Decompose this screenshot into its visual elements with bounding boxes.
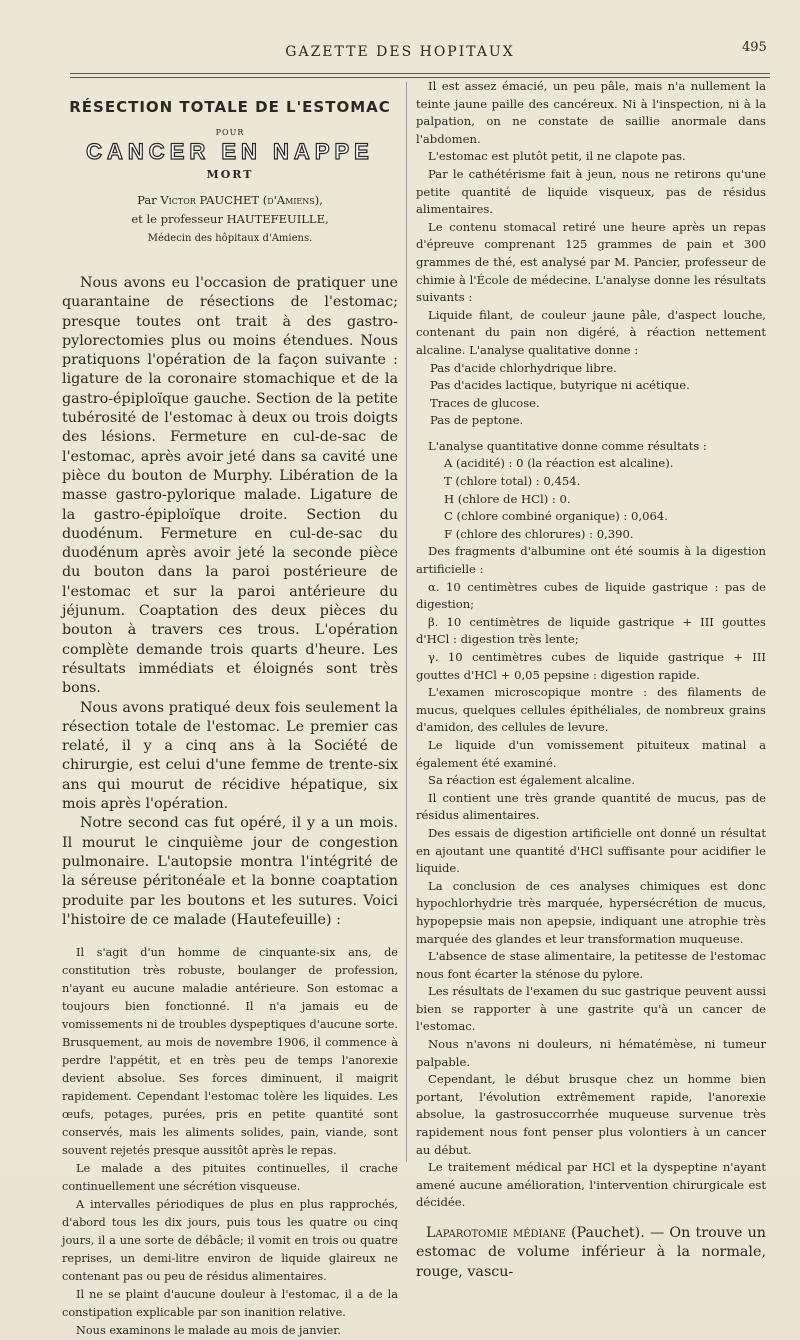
article-title-mort: MORT xyxy=(206,168,254,181)
article-title-cancer: CANCER EN NAPPE xyxy=(86,139,374,164)
lead-paragraph: Notre second cas fut opéré, il y a un mois. Il mourut le cinquième jour de congestion pulmonaire. L'autopsie montra l'intégrité de la séreuse péritonéale et la bonne coaptation produite par les boutons et les sutures. Voici l'histoire de ce malade (Hautefeuille) : xyxy=(62,815,398,928)
qualitative-item: Pas d'acide chlorhydrique libre. xyxy=(430,360,617,375)
lead-paragraph: Nous avons eu l'occasion de pratiquer une quarantaine de résections de l'estomac; presque toutes ont trait à des gastro-pylorectomies plus ou moins étendues. Nous pratiquons l'opération de la façon suivante : ligature de la coronaire stomachique et de la gastro-épiploïque gauche. Section de la petite tubérosité de l'estomac à deux ou trois doigts des lésions. Fermeture en cul-de-sac de l'estomac, après avoir jeté dans sa cavité une pièce du bouton de Murphy. Libération de la masse gastro-pylorique malade. Ligature de la gastro-épiploïque droite. Section du duodénum. Fermeture en cul-de-sac du duodénum après avoir jeté la seconde pièce du bouton dans la paroi postérieure de l'estomac et sur la paroi antérieure du jéjunum. Coaptation des deux pièces du bouton à travers ces trous. L'opération complète demande trois quarts d'heure. Les résultats immédiats et éloignés sont très bons. xyxy=(62,275,398,697)
quantitative-item: A (acidité) : 0 (la réaction est alcaline). xyxy=(444,456,674,471)
digestion-paragraph: L'absence de stase alimentaire, la petitesse de l'estomac nous font écarter la sténose du pylore. xyxy=(416,949,766,981)
exam-paragraph: L'estomac est plutôt petit, il ne clapote pas. xyxy=(428,149,686,164)
author-2: et le professeur HAUTEFEUILLE, xyxy=(131,212,329,226)
quantitative-item: T (chlore total) : 0,454. xyxy=(444,474,581,489)
qualitative-item: Pas d'acides lactique, butyrique ni acétique. xyxy=(430,378,690,393)
exam-paragraph: Le contenu stomacal retiré une heure après un repas d'épreuve comprenant 125 grammes de pain et 300 grammes de thé, est analysé par M. Pancier, professeur de chimie à l'École de médecine. L'analyse donne les résultats suivants : xyxy=(416,219,766,305)
by-prefix: Par xyxy=(137,193,157,207)
author-1: Victor PAUCHET (d'Amiens), xyxy=(160,193,323,207)
case-paragraph: A intervalles périodiques de plus en plus rapprochés, d'abord tous les dix jours, puis tous les quatre ou cinq jours, il a une sorte de débâcle; il vomit en trois ou quatre reprises, un demi-litre environ de liquide glaireux ne contenant pas ou peu de résidus alimentaires. xyxy=(62,1198,398,1284)
article-title-pour: POUR xyxy=(215,128,245,137)
digestion-paragraph: Le traitement médical par HCl et la dyspeptine n'ayant amené aucune amélioration, l'intervention chirurgicale est décidée. xyxy=(416,1160,766,1210)
case-paragraph: Il s'agit d'un homme de cinquante-six ans, de constitution très robuste, boulanger de profession, n'ayant eu aucune maladie antérieure. Son estomac a toujours bien fonctionné. Il n'a jamais eu de vomissements ni de troubles dyspeptiques d'aucune sorte. Brusquement, au mois de novembre 1906, il commence à perdre l'appétit, et en très peu de temps l'anorexie devient absolue. Ses forces diminuent, il maigrit rapidement. Cependant l'estomac tolère les liquides. Les œufs, potages, purées, pris en petite quantité sont conservés, mais les aliments solides, pain, viande, sont souvent rejetés presque aussitôt après le repas. xyxy=(62,946,398,1158)
qualitative-item: Traces de glucose. xyxy=(430,395,540,410)
author-line-1 xyxy=(62,191,398,210)
quantitative-item: C (chlore combiné organique) : 0,064. xyxy=(444,509,668,524)
digestion-paragraph: Sa réaction est également alcaline. xyxy=(428,773,635,788)
header-rule xyxy=(70,73,770,74)
exam-text xyxy=(416,78,766,1212)
digestion-paragraph: Les résultats de l'examen du suc gastrique peuvent aussi bien se rapporter à une gastrite qu'à un cancer de l'estomac. xyxy=(416,984,766,1034)
case-paragraph: Le malade a des pituites continuelles, il crache continuellement une sécrétion visqueuse. xyxy=(62,1162,398,1194)
case-history xyxy=(62,944,398,1340)
left-column xyxy=(62,90,398,1340)
digestion-paragraph: β. 10 centimètres de liquide gastrique + III gouttes d'HCl : digestion très lente; xyxy=(416,614,766,647)
digestion-paragraph: α. 10 centimètres cubes de liquide gastrique : pas de digestion; xyxy=(416,579,766,612)
quantitative-intro: L'analyse quantitative donne comme résultats : xyxy=(428,438,707,453)
exam-paragraph: Par le cathétérisme fait à jeun, nous ne retirons qu'une petite quantité de liquide visqueux, pas de résidus alimentaires. xyxy=(416,166,766,217)
case-paragraph: Il ne se plaint d'aucune douleur à l'estomac, il a de la constipation explicable par son inanition relative. xyxy=(62,1288,398,1320)
author-role: Médecin des hôpitaux d'Amiens. xyxy=(147,233,313,244)
spacer xyxy=(416,430,766,438)
laparotomy-section xyxy=(416,1224,766,1282)
page-number: 495 xyxy=(742,40,767,55)
exam-paragraph: Il est assez émacié, un peu pâle, mais n'a nullement la teinte jaune paille des cancéreux. Ni à l'inspection, ni à la palpation, on ne constate de saillie anormale dans l'abdomen. xyxy=(416,79,766,146)
exam-paragraph: Liquide filant, de couleur jaune pâle, d'aspect louche, contenant du pain non digéré, à réaction nettement alcaline. L'analyse qualitative donne : xyxy=(416,307,766,357)
quantitative-item: F (chlore des chlorures) : 0,390. xyxy=(444,526,634,541)
digestion-paragraph: γ. 10 centimètres cubes de liquide gastrique + III gouttes d'HCl + 0,05 pepsine : digestion rapide. xyxy=(416,650,766,682)
case-paragraph: Nous examinons le malade au mois de janvier. xyxy=(76,1324,341,1338)
digestion-paragraph: Des essais de digestion artificielle ont donné un résultat en ajoutant une quantité d'HCl suffisante pour acidifier le liquide. xyxy=(416,825,766,876)
digestion-paragraph: Cependant, le début brusque chez un homme bien portant, l'évolution extrêmement rapide, l'anorexie absolue, la gastrosuccorrhée muqueuse survenue très rapidement nous font penser plus volontiers à un cancer au début. xyxy=(416,1072,766,1157)
quantitative-item: H (chlore de HCl) : 0. xyxy=(444,491,571,506)
digestion-paragraph: Le liquide d'un vomissement pituiteux matinal a également été examiné. xyxy=(416,737,766,770)
authors-block xyxy=(62,191,398,248)
running-head: GAZETTE DES HOPITAUX xyxy=(285,44,515,60)
lead-text xyxy=(62,274,398,930)
right-column xyxy=(416,78,766,1282)
digestion-paragraph: Des fragments d'albumine ont été soumis à la digestion artificielle : xyxy=(416,544,766,577)
digestion-paragraph: L'examen microscopique montre : des filaments de mucus, quelques cellules épithéliales, de nombreux grains d'amidon, des cellules de levure. xyxy=(416,685,766,735)
digestion-paragraph: Il contient une très grande quantité de mucus, pas de résidus alimentaires. xyxy=(416,790,766,823)
laparotomy-paragraph xyxy=(416,1224,766,1282)
column-divider xyxy=(406,82,407,1162)
laparotomy-heading: Laparotomie médiane xyxy=(426,1225,566,1241)
article-title: RÉSECTION TOTALE DE L'ESTOMAC xyxy=(69,98,391,116)
qualitative-item: Pas de peptone. xyxy=(430,413,524,428)
digestion-paragraph: La conclusion de ces analyses chimiques est donc hypochlorhydrie très marquée, hypersécrétion de mucus, hypopepsie mais non apepsie, indiquant une atrophie très marquée des glandes et leur transformation muqueuse. xyxy=(416,878,766,946)
digestion-paragraph: Nous n'avons ni douleurs, ni hématémèse, ni tumeur palpable. xyxy=(416,1037,766,1069)
laparotomy-author: (Pauchet). xyxy=(570,1225,645,1241)
lead-paragraph: Nous avons pratiqué deux fois seulement la résection totale de l'estomac. Le premier cas relaté, il y a cinq ans à la Société de chirurgie, est celui d'une femme de trente-six ans qui mourut de récidive hépatique, six mois après l'opération. xyxy=(62,699,398,813)
laparotomy-text: — On trouve un estomac de volume inférieur à la normale, rouge, vascu- xyxy=(416,1225,767,1280)
